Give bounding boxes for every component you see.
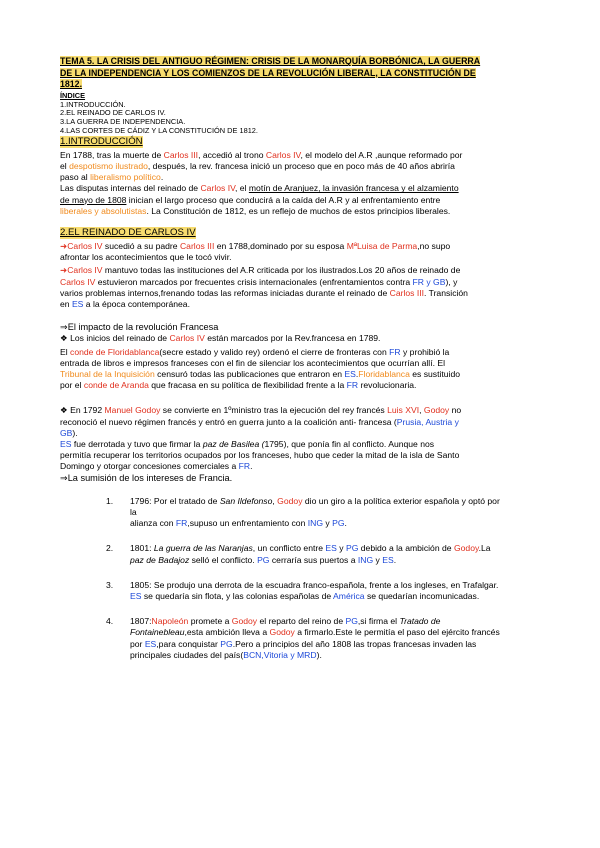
text-run: ,para conquistar [156, 638, 221, 649]
text-run: . [344, 518, 347, 529]
text-run: El [60, 346, 71, 357]
paragraph [60, 183, 540, 217]
section-heading: 1.INTRODUCCIÓN [60, 135, 143, 147]
text-run: mantuvo todas las instituciones del A.R criticada por los ilustrados.Los 20 años de reinado de [102, 265, 461, 276]
text-run: Napoleón [151, 616, 189, 627]
text-run: Domingo y otorgar concesiones comerciales a [60, 461, 239, 472]
text-run: . [355, 369, 359, 380]
index-item: 4.LAS CORTES DE CÁDIZ Y LA CONSTITUCIÓN DE 1812. [60, 125, 258, 135]
text-run: varios problemas internos,frenando todas las reformas iniciadas durante el reinado de [60, 287, 390, 298]
text-run: ,si firma el [357, 616, 400, 627]
text-run: Manuel Godoy [104, 405, 161, 416]
events-list [60, 496, 540, 661]
text-run: , el modelo del A.R ,aunque reformado por [300, 149, 463, 160]
text-run: ❖ Los inicios del reinado de [60, 333, 170, 344]
text-run: Godoy [423, 405, 450, 416]
text-run: selló el conflicto. [189, 554, 258, 565]
text-run: . [160, 172, 164, 183]
text-run: 2. [106, 543, 114, 554]
text-run: fue derrotada y tuvo que firmar la [71, 439, 203, 450]
text-run: alianza con [130, 518, 176, 529]
text-run: motín de Aranjuez, la invasión francesa y el alzamiento [248, 183, 459, 194]
text-run: ➜ [60, 240, 68, 251]
text-run: FR [175, 518, 188, 529]
text-run: , [419, 405, 424, 416]
text-run: se convierte en 1ºministro tras la ejecución del rey francés [160, 405, 388, 416]
text-run: ). [72, 427, 78, 438]
document-page [60, 56, 540, 661]
text-run: FR y GB [412, 276, 446, 287]
text-run: ,supuso un enfrentamiento con [187, 518, 308, 529]
text-run: 1807: [130, 616, 152, 627]
text-run: el reparto del reino de [257, 616, 346, 627]
text-run: se quedaría sin flota, y las colonias españolas de [141, 591, 334, 602]
text-run: 1812. [60, 79, 83, 90]
text-run: estuvieron marcados por frecuentes crisis internacionales (enfrentamientos contra [95, 276, 413, 287]
text-run: ➜ [60, 265, 68, 276]
text-run: dio un giro a la política exterior española y optó por [302, 495, 500, 506]
text-run: ), y [445, 276, 458, 287]
text-run: Carlos IV [200, 183, 236, 194]
text-run: a firmarlo.Este le permitía el paso del ejército francés [294, 627, 500, 638]
text-run: ). [316, 649, 322, 660]
document-title [60, 56, 540, 91]
text-run: . La Constitución de 1812, es un reflejo de muchos de estos principios liberales. [146, 205, 451, 216]
text-run: ING [307, 518, 324, 529]
text-run: ES [60, 439, 72, 450]
list-item [60, 616, 540, 661]
section-reinado-carlos-iv [60, 227, 540, 661]
text-run: cerraría sus puertos a [269, 554, 358, 565]
text-run: Las disputas internas del reinado de [60, 183, 201, 194]
text-run: . [250, 461, 253, 472]
subheading: ⇒El impacto de la revolución Francesa [60, 322, 219, 333]
index-item: 3.LA GUERRA DE INDEPENDENCIA. [60, 117, 186, 127]
text-run: de mayo de 1808 [60, 194, 127, 205]
text-run: PG [332, 518, 345, 529]
text-run: es sustituido [409, 369, 461, 380]
text-run: PG [345, 543, 359, 554]
text-run: San Ildefonso [219, 495, 273, 506]
text-run: ING [357, 554, 374, 565]
text-run: Godoy [269, 627, 295, 638]
list-item [60, 580, 540, 602]
text-run: 1795), que ponía fin al conflicto. Aunque nos [264, 439, 435, 450]
text-run: Godoy [231, 616, 258, 627]
text-run: ES [325, 543, 337, 554]
text-run: inician el largo proceso que conducirá a la caída del A.R y al enfrentamiento entre [126, 194, 441, 205]
text-run: América [333, 591, 365, 602]
text-run: liberales y absolutistas [60, 205, 147, 216]
index [60, 92, 540, 136]
text-run: , un conflicto entre [252, 543, 326, 554]
text-run: en [60, 299, 72, 309]
text-run: están marcados por la Rev.francesa en 1789. [204, 333, 381, 344]
text-run: censuró todas las publicaciones que entraron en [154, 369, 345, 380]
text-run: no [449, 405, 462, 416]
text-run: La guerra de las Naranjas [153, 543, 253, 554]
text-run: y [323, 518, 333, 529]
text-run: Carlos IV [67, 240, 103, 251]
text-run: 1. [106, 495, 114, 506]
text-run: PG [220, 638, 233, 649]
text-run: principales ciudades del país( [130, 649, 244, 660]
text-run: por el [60, 380, 84, 391]
text-run: , el [235, 183, 249, 194]
text-run: 1801: [130, 543, 154, 554]
list-item [60, 543, 540, 565]
text-run: en 1788,dominado por su esposa [214, 240, 347, 251]
text-run: ES [144, 638, 157, 649]
text-run: 4. [106, 616, 114, 627]
text-run: se quedarían incomunicadas. [364, 591, 480, 602]
text-run: debido a la ambición de [358, 543, 454, 554]
paragraph [60, 150, 540, 184]
paragraph [60, 265, 540, 310]
text-run: conde de Floridablanca [70, 346, 160, 357]
text-run: , accedió al trono [198, 149, 266, 160]
text-run: y [373, 554, 383, 565]
text-run: permitía recuperar los territorios ocupados por los franceses, hubo que ceder la mitad de la isla de Santo [60, 450, 460, 461]
paragraph [60, 347, 540, 392]
text-run: paso al [60, 172, 91, 183]
index-heading: ÍNDICE [60, 90, 86, 100]
text-run: Tribunal de la Inquisición [60, 369, 155, 380]
text-run: Fontainebleau [130, 627, 185, 638]
text-run: En 1788, tras la muerte de [60, 149, 164, 160]
text-run: Carlos IV [60, 276, 96, 287]
text-run: y prohibió la [400, 346, 450, 357]
text-run: sucedió a su padre [102, 240, 180, 251]
text-run: . [393, 554, 397, 565]
text-run: MªLuisa de Parma [346, 240, 418, 251]
text-run: , [272, 495, 278, 506]
paragraph [60, 439, 540, 473]
list-item [60, 496, 540, 530]
text-run: TEMA 5. LA CRISIS DEL ANTIGUO RÉGIMEN: CRISIS DE LA MONARQUÍA BORBÓNICA, LA GUERRA [60, 56, 481, 66]
text-run: 3. [106, 579, 114, 590]
text-run: PG [345, 616, 358, 627]
text-run: Luis XVI [387, 405, 420, 416]
text-run: FR [346, 380, 359, 391]
text-run: DE LA INDEPENDENCIA Y LOS COMIENZOS DE LA REVOLUCIÓN LIBERAL, LA CONSTITUCIÓN DE [60, 67, 476, 78]
text-run: 1796: Por el tratado de [130, 495, 220, 506]
text-run: revolucionaria. [358, 380, 417, 391]
text-run: Tratado de [399, 616, 441, 627]
text-run: que fracasa en su política de flexibilidad frente a la [148, 380, 347, 391]
section-heading: 2.EL REINADO DE CARLOS IV [60, 226, 196, 238]
text-run: reconoció el nuevo régimen francés y entró en guerra junto a la coalición anti- francesa ( [60, 416, 397, 427]
text-run: BCN,Vitoria y MRD [243, 649, 317, 660]
text-run: entrada de libros e impresos franceses con el fin de silenciar los acontecimientos que ocurrían allí. El [60, 357, 446, 368]
text-run: ❖ En 1792 [60, 405, 105, 416]
text-run: FR [389, 346, 401, 357]
text-run: Carlos III [179, 240, 215, 251]
text-run: ES [344, 369, 356, 380]
text-run: Carlos IV [67, 265, 103, 276]
text-run: GB [60, 427, 73, 438]
text-run: conde de Aranda [83, 380, 149, 391]
text-run: afrontar los acontecimientos que le tocó vivir. [60, 252, 232, 263]
text-run: ES [130, 591, 142, 602]
text-run: paz de Badajoz [130, 554, 190, 565]
text-run: PG [257, 554, 270, 565]
text-run: 1805: Se produjo una derrota de la escuadra franco-española, frente a los ingleses, en Trafalgar. [130, 579, 499, 590]
text-run: Prusia, Austria y [396, 416, 459, 427]
text-run: Carlos III [389, 287, 425, 298]
text-run: , después, la rev. francesa inició un proceso que en poco más de 40 años abriría [147, 160, 455, 171]
text-run: ,no supo [417, 240, 451, 251]
text-run: paz de Basilea ( [202, 439, 265, 450]
text-run: a la época contemporánea. [83, 299, 190, 309]
text-run: el [60, 160, 70, 171]
text-run: despotismo ilustrado [69, 160, 148, 171]
text-run: (secre estado y valido rey) ordenó el cierre de fronteras con [159, 346, 390, 357]
text-run: . Transición [424, 287, 468, 298]
text-run: FR [238, 461, 251, 472]
text-run: ,esta ambición lleva a [184, 627, 270, 638]
text-run: la [130, 507, 137, 518]
text-run: Carlos III [163, 149, 199, 160]
text-run: .La [478, 543, 491, 554]
text-run: Carlos IV [169, 333, 205, 344]
text-run: liberalismo político [90, 172, 161, 183]
text-run: y [336, 543, 346, 554]
paragraph [60, 241, 540, 263]
text-run: ES [382, 554, 394, 565]
index-item: 2.EL REINADO DE CARLOS IV. [60, 108, 166, 118]
paragraph [60, 405, 540, 439]
index-item: 1.INTRODUCCIÓN. [60, 99, 126, 109]
text-run: Floridablanca [358, 369, 410, 380]
text-run: .Pero a principios del año 1808 las tropas francesas invaden las [232, 638, 477, 649]
text-run: promete a [188, 616, 232, 627]
text-run: por [130, 638, 145, 649]
text-run: Godoy [277, 495, 303, 506]
section-introduccion [60, 136, 540, 217]
paragraph [60, 333, 540, 344]
text-run: Carlos IV [265, 149, 301, 160]
text-run: ES [71, 299, 84, 309]
subheading: ⇒La sumisión de los intereses de Francia. [60, 472, 233, 483]
text-run: Godoy [453, 543, 479, 554]
